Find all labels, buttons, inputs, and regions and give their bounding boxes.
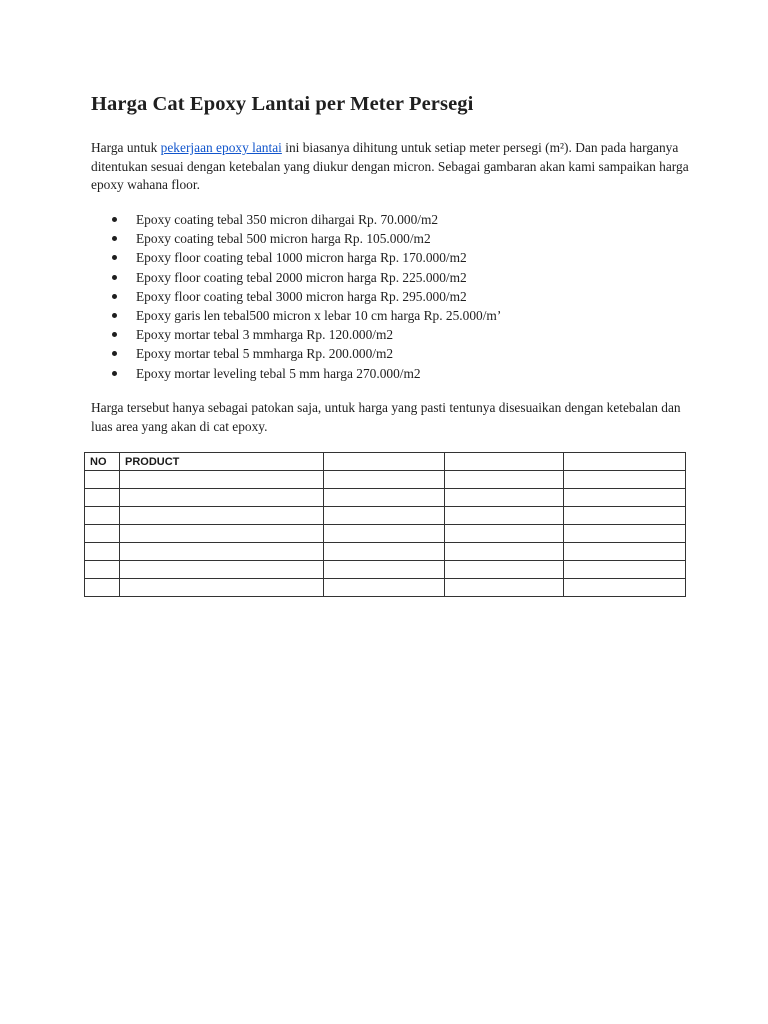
bullet-icon [112,255,117,260]
table-cell [324,543,445,561]
price-list [109,210,501,383]
table-row [85,543,686,561]
header-col-5 [564,453,686,471]
table-cell [85,561,120,579]
table-cell [120,471,324,489]
list-item-text: Epoxy coating tebal 350 micron dihargai Rp. 70.000/m2 [136,212,439,227]
table-cell [85,543,120,561]
list-item-text: Epoxy floor coating tebal 3000 micron harga Rp. 295.000/m2 [136,288,467,304]
table-cell [120,579,324,597]
table-cell [85,489,120,507]
bullet-icon [112,332,117,337]
bullet-icon [112,236,117,241]
table-cell [445,489,564,507]
intro-text-after-link: ini biasanya dihitung untuk setiap meter persegi (m²). Dan pada harganya ditentukan sesuai dengan ketebalan yang diukur dengan micron. Sebagai gambaran akan kami sampaikan harga epoxy wahana floor. [91,140,689,192]
list-item-text: Epoxy floor coating tebal 2000 micron harga Rp. 225.000/m2 [136,269,467,285]
table-cell [564,471,686,489]
list-item [109,364,501,383]
list-item-text: Epoxy mortar tebal 5 mmharga Rp. 200.000/m2 [136,346,394,362]
table-cell [445,507,564,525]
list-item [109,248,501,267]
header-no: NO [85,453,120,471]
table-cell [324,471,445,489]
table-row [85,561,686,579]
list-item-text: Epoxy mortar leveling tebal 5 mm harga 270.000/m2 [136,365,421,381]
table-cell [324,561,445,579]
table-row [85,525,686,543]
table-cell [324,507,445,525]
list-item [109,325,501,344]
list-item [109,306,501,325]
table-cell [85,471,120,489]
list-item [109,210,501,229]
table-row [85,471,686,489]
table-cell [120,543,324,561]
epoxy-work-link[interactable]: pekerjaan epoxy lantai [160,140,282,155]
page-title: Harga Cat Epoxy Lantai per Meter Persegi [91,93,474,115]
list-item [109,344,501,363]
bullet-icon [112,371,117,376]
closing-paragraph: Harga tersebut hanya sebagai patokan saja, untuk harga yang pasti tentunya disesuaikan dengan ketebalan dan luas area yang akan di cat epoxy. [91,400,681,434]
table-cell [324,489,445,507]
table-cell [564,507,686,525]
table-cell [324,579,445,597]
intro-text-before-link: Harga untuk [91,140,161,155]
table-cell [445,561,564,579]
bullet-icon [112,217,117,222]
table-cell [120,561,324,579]
list-item [109,287,501,306]
list-item [109,229,501,248]
product-table [84,452,686,597]
table-cell [564,525,686,543]
table-cell [564,489,686,507]
table-cell [445,543,564,561]
list-item-text: Epoxy garis len tebal500 micron x lebar 10 cm harga Rp. 25.000/m’ [136,308,502,324]
header-product: PRODUCT [120,453,324,471]
list-item [109,268,501,287]
bullet-icon [112,313,117,318]
list-item-text: Epoxy coating tebal 500 micron harga Rp. 105.000/m2 [136,231,431,247]
table-cell [564,543,686,561]
list-item-text: Epoxy floor coating tebal 1000 micron harga Rp. 170.000/m2 [136,250,467,266]
table-cell [445,471,564,489]
list-item-text: Epoxy mortar tebal 3 mmharga Rp. 120.000/m2 [136,327,394,343]
table-row [85,489,686,507]
table-cell [564,561,686,579]
header-col-4 [445,453,564,471]
bullet-icon [112,294,117,299]
table-cell [85,507,120,525]
table-cell [120,525,324,543]
table-cell [85,579,120,597]
bullet-icon [112,275,117,280]
table-cell [445,525,564,543]
table-cell [445,579,564,597]
table-header-row [85,453,686,471]
table-cell [324,525,445,543]
table-row [85,507,686,525]
table-cell [564,579,686,597]
table-cell [120,489,324,507]
table-cell [120,507,324,525]
table-row [85,579,686,597]
table-cell [85,525,120,543]
intro-paragraph [91,139,691,195]
header-col-3 [324,453,445,471]
bullet-icon [112,351,117,356]
